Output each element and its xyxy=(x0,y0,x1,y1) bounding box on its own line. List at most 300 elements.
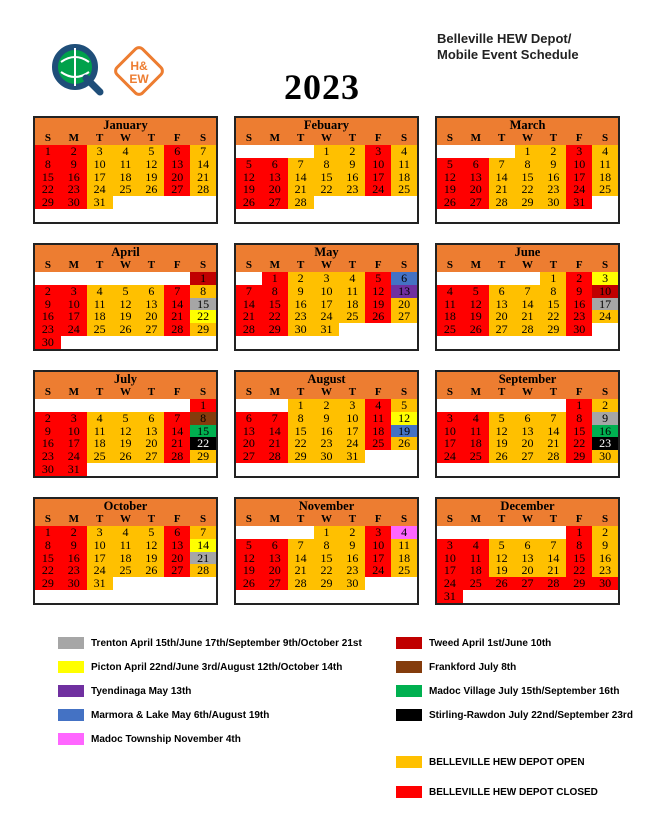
day-cell: 17 xyxy=(437,437,463,450)
day-cell: 31 xyxy=(437,590,463,603)
day-cell: 9 xyxy=(61,158,87,171)
svg-text:EW: EW xyxy=(129,72,149,86)
day-cell: 14 xyxy=(164,298,190,311)
empty-cell xyxy=(365,323,391,336)
weekday-header xyxy=(437,386,618,399)
month-june xyxy=(435,243,620,351)
day-cell: 18 xyxy=(437,310,463,323)
weekday-label: F xyxy=(575,513,583,525)
day-cell: 4 xyxy=(592,145,618,158)
day-cell: 1 xyxy=(190,399,216,412)
month-febuary xyxy=(234,116,419,224)
empty-cell xyxy=(314,196,340,209)
legend-label: Trenton April 15th/June 17th/September 9th/October 21st xyxy=(91,637,362,649)
month-may xyxy=(234,243,419,351)
day-cell: 6 xyxy=(138,412,164,425)
weekday-label: S xyxy=(200,386,207,398)
day-cell: 28 xyxy=(190,564,216,577)
day-cell: 15 xyxy=(566,425,592,438)
day-cell: 16 xyxy=(339,552,365,565)
weekday-label: S xyxy=(401,132,408,144)
day-cell: 14 xyxy=(288,552,314,565)
day-cell: 3 xyxy=(566,145,592,158)
day-cell: 15 xyxy=(540,298,566,311)
day-cell: 2 xyxy=(288,272,314,285)
day-cell: 8 xyxy=(262,285,288,298)
day-cell: 8 xyxy=(540,285,566,298)
day-cell: 9 xyxy=(592,539,618,552)
day-cell: 3 xyxy=(437,412,463,425)
empty-cell xyxy=(190,463,216,476)
day-cell: 10 xyxy=(314,285,340,298)
day-cell: 18 xyxy=(463,437,489,450)
day-cell: 10 xyxy=(566,158,592,171)
day-cell: 1 xyxy=(314,145,340,158)
day-cell: 16 xyxy=(35,437,61,450)
day-cell: 20 xyxy=(489,310,515,323)
day-grid xyxy=(35,526,216,590)
day-cell: 8 xyxy=(190,412,216,425)
weekday-label: T xyxy=(147,386,156,398)
day-cell: 3 xyxy=(339,399,365,412)
day-cell: 25 xyxy=(391,183,417,196)
day-cell: 28 xyxy=(288,196,314,209)
day-cell: 17 xyxy=(314,298,340,311)
day-cell: 6 xyxy=(262,539,288,552)
day-cell: 4 xyxy=(113,145,139,158)
weekday-label: S xyxy=(200,132,207,144)
day-cell: 2 xyxy=(540,145,566,158)
day-cell: 8 xyxy=(515,158,541,171)
day-cell: 12 xyxy=(489,552,515,565)
day-cell: 21 xyxy=(164,310,190,323)
day-cell: 20 xyxy=(138,310,164,323)
day-cell: 11 xyxy=(463,552,489,565)
day-cell: 28 xyxy=(164,450,190,463)
day-cell: 9 xyxy=(61,539,87,552)
weekday-label: W xyxy=(120,513,131,525)
day-cell: 25 xyxy=(87,323,113,336)
day-cell: 24 xyxy=(365,183,391,196)
weekday-label: T xyxy=(95,259,104,271)
day-cell: 7 xyxy=(515,285,541,298)
day-cell: 17 xyxy=(87,552,113,565)
day-cell: 13 xyxy=(138,298,164,311)
day-cell: 23 xyxy=(592,437,618,450)
day-cell: 27 xyxy=(164,183,190,196)
day-cell: 24 xyxy=(339,437,365,450)
day-cell: 15 xyxy=(515,171,541,184)
day-cell: 15 xyxy=(262,298,288,311)
day-cell: 22 xyxy=(35,183,61,196)
day-cell: 17 xyxy=(61,310,87,323)
empty-cell xyxy=(592,590,618,603)
weekday-label: T xyxy=(348,259,357,271)
day-cell: 3 xyxy=(365,526,391,539)
day-cell: 11 xyxy=(391,539,417,552)
day-grid xyxy=(236,399,417,463)
day-cell: 21 xyxy=(190,552,216,565)
day-cell: 22 xyxy=(190,310,216,323)
legend-item xyxy=(396,786,598,798)
day-cell: 9 xyxy=(35,298,61,311)
day-cell: 22 xyxy=(515,183,541,196)
day-cell: 1 xyxy=(190,272,216,285)
day-cell: 26 xyxy=(113,450,139,463)
empty-cell xyxy=(463,526,489,539)
day-cell: 1 xyxy=(314,526,340,539)
day-cell: 6 xyxy=(164,145,190,158)
day-cell: 16 xyxy=(592,552,618,565)
day-cell: 10 xyxy=(339,412,365,425)
weekday-label: W xyxy=(522,132,533,144)
day-cell: 12 xyxy=(236,552,262,565)
empty-cell xyxy=(262,526,288,539)
day-cell: 30 xyxy=(540,196,566,209)
empty-cell xyxy=(515,590,541,603)
year-heading: 2023 xyxy=(284,67,360,107)
weekday-header xyxy=(437,259,618,272)
day-cell: 14 xyxy=(190,158,216,171)
day-cell: 19 xyxy=(437,183,463,196)
day-cell: 28 xyxy=(190,183,216,196)
day-cell: 8 xyxy=(314,539,340,552)
day-cell: 25 xyxy=(391,564,417,577)
weekday-label: S xyxy=(401,259,408,271)
weekday-label: T xyxy=(147,132,156,144)
day-cell: 20 xyxy=(391,298,417,311)
day-cell: 6 xyxy=(391,272,417,285)
day-cell: 28 xyxy=(540,577,566,590)
empty-cell xyxy=(61,272,87,285)
empty-cell xyxy=(113,336,139,349)
weekday-label: T xyxy=(348,132,357,144)
legend-item xyxy=(58,661,342,673)
day-cell: 9 xyxy=(339,158,365,171)
empty-cell xyxy=(339,323,365,336)
day-grid xyxy=(35,399,216,476)
weekday-label: S xyxy=(602,259,609,271)
day-cell: 29 xyxy=(190,450,216,463)
day-cell: 27 xyxy=(489,323,515,336)
day-cell: 18 xyxy=(87,437,113,450)
day-cell: 23 xyxy=(566,310,592,323)
empty-cell xyxy=(164,196,190,209)
day-cell: 12 xyxy=(437,171,463,184)
month-name: September xyxy=(437,372,618,386)
weekday-label: S xyxy=(245,132,252,144)
day-cell: 30 xyxy=(61,577,87,590)
legend-item xyxy=(58,685,191,697)
day-cell: 27 xyxy=(515,577,541,590)
empty-cell xyxy=(540,526,566,539)
month-december xyxy=(435,497,620,605)
legend-label: BELLEVILLE HEW DEPOT CLOSED xyxy=(429,786,598,798)
day-cell: 26 xyxy=(236,196,262,209)
weekday-label: W xyxy=(522,513,533,525)
weekday-label: T xyxy=(95,513,104,525)
day-cell: 11 xyxy=(87,425,113,438)
legend-swatch xyxy=(396,709,422,721)
month-name: May xyxy=(236,245,417,259)
day-cell: 16 xyxy=(35,310,61,323)
empty-cell xyxy=(288,526,314,539)
day-cell: 25 xyxy=(339,310,365,323)
day-grid xyxy=(35,272,216,349)
day-cell: 30 xyxy=(61,196,87,209)
day-cell: 18 xyxy=(391,171,417,184)
day-cell: 17 xyxy=(592,298,618,311)
day-cell: 18 xyxy=(391,552,417,565)
day-cell: 7 xyxy=(288,158,314,171)
weekday-label: T xyxy=(549,132,558,144)
day-cell: 9 xyxy=(339,539,365,552)
weekday-label: F xyxy=(173,386,181,398)
day-cell: 5 xyxy=(391,399,417,412)
day-cell: 19 xyxy=(463,310,489,323)
month-name: July xyxy=(35,372,216,386)
day-cell: 4 xyxy=(87,285,113,298)
day-cell: 23 xyxy=(288,310,314,323)
weekday-label: S xyxy=(602,386,609,398)
month-january xyxy=(33,116,218,224)
day-cell: 17 xyxy=(61,437,87,450)
day-cell: 13 xyxy=(236,425,262,438)
legend-item xyxy=(396,756,585,768)
weekday-label: M xyxy=(470,386,481,398)
empty-cell xyxy=(437,526,463,539)
empty-cell xyxy=(566,590,592,603)
day-cell: 2 xyxy=(61,145,87,158)
hew-logo xyxy=(112,44,166,98)
day-cell: 2 xyxy=(35,285,61,298)
day-cell: 11 xyxy=(113,158,139,171)
month-name: November xyxy=(236,499,417,513)
month-november xyxy=(234,497,419,605)
day-cell: 2 xyxy=(339,145,365,158)
day-cell: 30 xyxy=(35,336,61,349)
day-cell: 7 xyxy=(190,145,216,158)
day-cell: 16 xyxy=(288,298,314,311)
day-cell: 1 xyxy=(515,145,541,158)
legend-item xyxy=(58,637,362,649)
weekday-label: S xyxy=(446,513,453,525)
day-cell: 12 xyxy=(113,298,139,311)
day-cell: 2 xyxy=(35,412,61,425)
day-cell: 13 xyxy=(515,425,541,438)
day-cell: 4 xyxy=(391,526,417,539)
empty-cell xyxy=(391,323,417,336)
day-cell: 1 xyxy=(566,526,592,539)
day-cell: 14 xyxy=(540,425,566,438)
weekday-label: M xyxy=(68,386,79,398)
day-cell: 8 xyxy=(314,158,340,171)
day-cell: 12 xyxy=(138,539,164,552)
day-cell: 13 xyxy=(262,552,288,565)
empty-cell xyxy=(262,145,288,158)
weekday-label: S xyxy=(44,132,51,144)
empty-cell xyxy=(463,590,489,603)
weekday-label: F xyxy=(374,386,382,398)
schedule-title xyxy=(437,31,579,63)
day-cell: 23 xyxy=(35,323,61,336)
weekday-label: S xyxy=(245,259,252,271)
day-cell: 13 xyxy=(164,539,190,552)
day-cell: 25 xyxy=(113,183,139,196)
day-cell: 28 xyxy=(236,323,262,336)
day-cell: 26 xyxy=(138,183,164,196)
weekday-header xyxy=(35,386,216,399)
day-cell: 17 xyxy=(437,564,463,577)
day-cell: 20 xyxy=(138,437,164,450)
day-cell: 14 xyxy=(540,552,566,565)
day-cell: 27 xyxy=(515,450,541,463)
day-cell: 6 xyxy=(515,539,541,552)
month-april xyxy=(33,243,218,351)
day-cell: 28 xyxy=(288,577,314,590)
day-cell: 19 xyxy=(489,437,515,450)
day-cell: 8 xyxy=(190,285,216,298)
day-cell: 31 xyxy=(566,196,592,209)
day-cell: 27 xyxy=(262,196,288,209)
day-grid xyxy=(437,272,618,336)
weekday-label: M xyxy=(269,132,280,144)
weekday-label: S xyxy=(401,513,408,525)
empty-cell xyxy=(164,399,190,412)
day-cell: 10 xyxy=(365,539,391,552)
weekday-label: T xyxy=(95,386,104,398)
day-cell: 11 xyxy=(437,298,463,311)
day-cell: 22 xyxy=(566,437,592,450)
weekday-label: T xyxy=(497,132,506,144)
day-cell: 10 xyxy=(87,539,113,552)
day-cell: 5 xyxy=(489,539,515,552)
month-july xyxy=(33,370,218,478)
day-cell: 14 xyxy=(288,171,314,184)
day-cell: 2 xyxy=(592,399,618,412)
empty-cell xyxy=(489,145,515,158)
empty-cell xyxy=(463,145,489,158)
weekday-label: T xyxy=(95,132,104,144)
day-cell: 24 xyxy=(437,577,463,590)
empty-cell xyxy=(138,336,164,349)
weekday-label: S xyxy=(200,513,207,525)
title-line-2: Mobile Event Schedule xyxy=(437,47,579,62)
day-cell: 17 xyxy=(339,425,365,438)
day-cell: 16 xyxy=(61,171,87,184)
day-cell: 25 xyxy=(87,450,113,463)
legend-label: Madoc Village July 15th/September 16th xyxy=(429,685,620,697)
weekday-label: M xyxy=(68,513,79,525)
empty-cell xyxy=(87,272,113,285)
day-cell: 29 xyxy=(288,450,314,463)
day-cell: 5 xyxy=(113,285,139,298)
day-cell: 5 xyxy=(138,145,164,158)
legend-swatch xyxy=(396,756,422,768)
day-cell: 7 xyxy=(164,412,190,425)
day-cell: 27 xyxy=(138,323,164,336)
day-cell: 18 xyxy=(113,171,139,184)
empty-cell xyxy=(489,590,515,603)
day-cell: 13 xyxy=(164,158,190,171)
day-cell: 11 xyxy=(463,425,489,438)
weekday-label: T xyxy=(549,386,558,398)
day-cell: 18 xyxy=(365,425,391,438)
day-cell: 17 xyxy=(87,171,113,184)
day-cell: 9 xyxy=(592,412,618,425)
weekday-label: T xyxy=(549,259,558,271)
day-cell: 8 xyxy=(566,412,592,425)
weekday-label: M xyxy=(269,259,280,271)
weekday-label: S xyxy=(200,259,207,271)
day-cell: 31 xyxy=(87,196,113,209)
empty-cell xyxy=(164,577,190,590)
day-cell: 8 xyxy=(288,412,314,425)
day-cell: 23 xyxy=(540,183,566,196)
weekday-label: S xyxy=(44,386,51,398)
day-cell: 30 xyxy=(566,323,592,336)
day-cell: 15 xyxy=(190,425,216,438)
weekday-label: T xyxy=(147,513,156,525)
day-cell: 5 xyxy=(437,158,463,171)
day-cell: 21 xyxy=(164,437,190,450)
day-cell: 29 xyxy=(566,450,592,463)
day-cell: 15 xyxy=(35,552,61,565)
day-cell: 30 xyxy=(339,577,365,590)
empty-cell xyxy=(540,590,566,603)
quinte-waste-logo xyxy=(52,44,104,96)
day-cell: 11 xyxy=(87,298,113,311)
empty-cell xyxy=(391,196,417,209)
empty-cell xyxy=(236,399,262,412)
weekday-label: S xyxy=(446,259,453,271)
weekday-label: T xyxy=(296,513,305,525)
empty-cell xyxy=(437,272,463,285)
day-cell: 4 xyxy=(391,145,417,158)
day-cell: 2 xyxy=(592,526,618,539)
empty-cell xyxy=(113,399,139,412)
day-cell: 19 xyxy=(236,564,262,577)
weekday-label: F xyxy=(575,386,583,398)
weekday-label: W xyxy=(120,132,131,144)
weekday-label: S xyxy=(446,132,453,144)
empty-cell xyxy=(489,272,515,285)
day-cell: 25 xyxy=(437,323,463,336)
day-cell: 29 xyxy=(35,577,61,590)
day-cell: 3 xyxy=(87,526,113,539)
day-cell: 24 xyxy=(566,183,592,196)
day-cell: 26 xyxy=(489,577,515,590)
day-cell: 10 xyxy=(61,425,87,438)
day-cell: 2 xyxy=(339,526,365,539)
legend-item xyxy=(396,709,633,721)
day-cell: 16 xyxy=(339,171,365,184)
legend-item xyxy=(396,661,516,673)
day-cell: 11 xyxy=(339,285,365,298)
day-grid xyxy=(437,399,618,463)
day-cell: 26 xyxy=(391,437,417,450)
empty-cell xyxy=(489,399,515,412)
legend-item xyxy=(58,733,241,745)
empty-cell xyxy=(463,272,489,285)
day-cell: 30 xyxy=(288,323,314,336)
day-cell: 18 xyxy=(339,298,365,311)
weekday-label: F xyxy=(575,132,583,144)
weekday-label: T xyxy=(296,132,305,144)
empty-cell xyxy=(190,336,216,349)
weekday-label: W xyxy=(321,132,332,144)
legend-item xyxy=(396,685,619,697)
